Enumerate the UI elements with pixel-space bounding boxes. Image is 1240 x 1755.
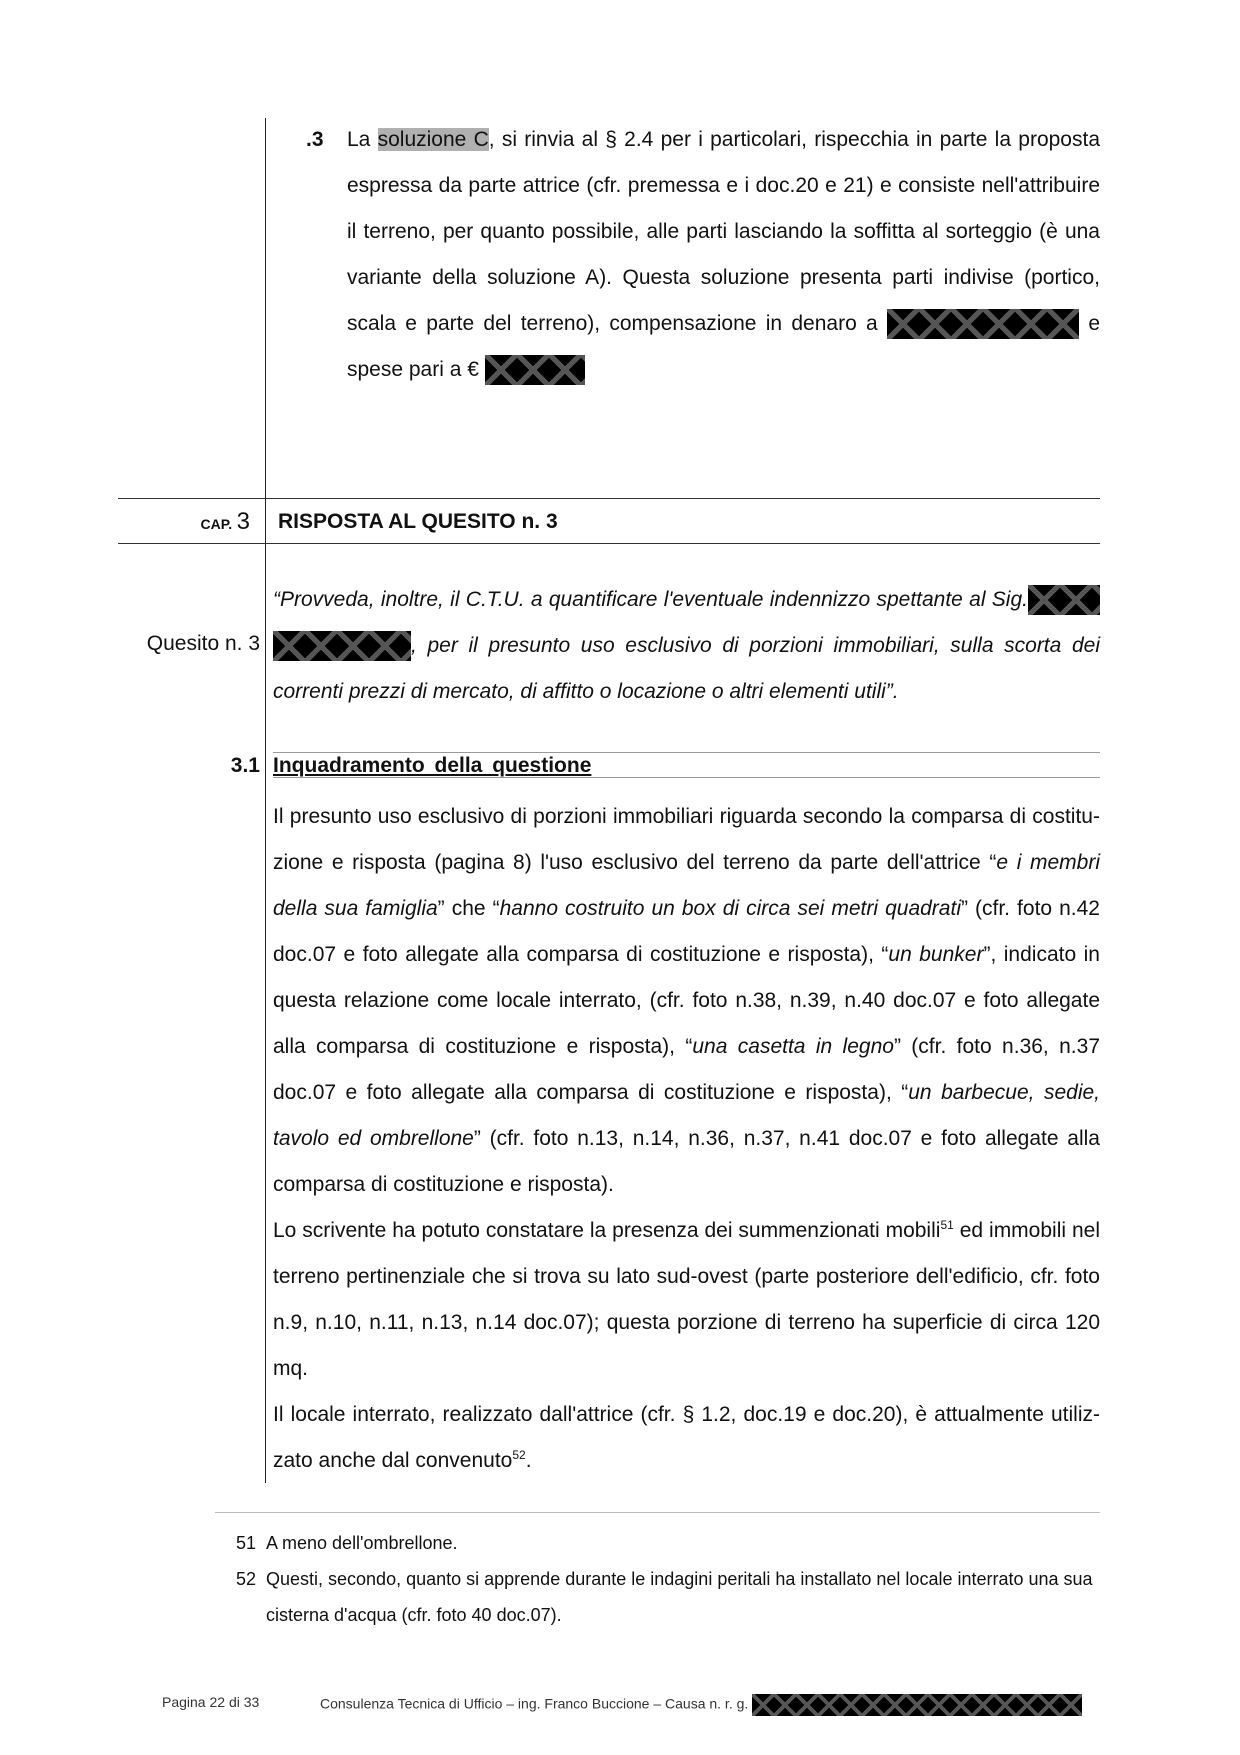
footnote-51-text: A meno dell'ombrellone. bbox=[266, 1533, 458, 1553]
paragraph-3 bbox=[273, 1392, 1100, 1484]
footnote-52-num: 52 bbox=[236, 1569, 257, 1589]
p1-quote: una casetta in legno bbox=[692, 1035, 894, 1058]
quesito-text bbox=[273, 577, 1100, 715]
footnote-separator bbox=[215, 1512, 1100, 1513]
section-3-paragraph bbox=[347, 117, 1100, 393]
cap-number: 3 bbox=[236, 508, 250, 535]
section-3-1-rule-bottom bbox=[273, 777, 1100, 778]
paragraph-1 bbox=[273, 794, 1100, 1208]
chapter-title: RISPOSTA AL QUESITO n. 3 bbox=[278, 510, 558, 533]
quesito-label: Quesito n. 3 bbox=[146, 632, 260, 655]
p1-quote: un bunker bbox=[888, 943, 984, 966]
section-3-number: .3 bbox=[306, 128, 324, 151]
margin-rule-top bbox=[265, 118, 266, 498]
quesito-text-1: “Provveda, inoltre, il C.T.U. a quantificare l'eventuale indennizzo spettante al Sig. bbox=[273, 588, 1028, 611]
p1-text: ” (cfr. foto n.36, n.37 doc.07 e foto allegate alla comparsa di costituzione e risposta), “ bbox=[273, 1035, 1100, 1104]
section-3-spese: spese pari a € bbox=[347, 358, 479, 381]
solution-c-highlight: soluzione C bbox=[377, 128, 489, 151]
redacted-name-2 bbox=[273, 631, 411, 661]
section-3-1-rule-top bbox=[273, 752, 1100, 753]
chapter-rule-top bbox=[118, 498, 1100, 499]
paragraph-2 bbox=[273, 1208, 1100, 1392]
footnote-52-text: Questi, secondo, quanto si apprende durante le indagini peritali ha installato nel locale interrato una sua cisterna d'acqua (cfr. foto 40 doc.07). bbox=[266, 1569, 1093, 1625]
p3-text: . bbox=[525, 1449, 532, 1472]
p1-text: ” che “ bbox=[437, 897, 500, 920]
chapter-rule-bottom bbox=[118, 543, 1100, 544]
redacted-expenses bbox=[485, 355, 585, 385]
p1-text: ” (cfr. foto n.13, n.14, n.36, n.37, n.41 doc.07 e foto allegate alla comparsa di costituzione e risposta). bbox=[273, 1127, 1100, 1196]
footer-title-text: Consulenza Tecnica di Ufficio – ing. Franco Buccione – Causa n. r. g. bbox=[320, 1695, 749, 1712]
section-3-intro: La bbox=[347, 128, 371, 151]
section-3-1-number: 3.1 bbox=[230, 754, 260, 777]
p1-quote: un barbecue, sedie, tavolo ed ombrellone bbox=[273, 1081, 1101, 1150]
p1-text: ” (cfr. foto n.42 doc.07 e foto allegate alla comparsa di costituzione e risposta), “ bbox=[273, 897, 1100, 966]
redacted-name-1 bbox=[1028, 585, 1100, 615]
section-3-1-body bbox=[273, 794, 1100, 1484]
footnote-ref-52[interactable]: 52 bbox=[512, 1448, 526, 1462]
p3-text: Il locale interrato, realizzato dall'attrice (cfr. § 1.2, doc.19 e doc.20), è attualmente utilizzato anche dal convenuto bbox=[273, 1403, 1100, 1472]
section-3-text-e: e bbox=[1088, 312, 1101, 335]
section-3-text: , si rinvia al § 2.4 per i particolari, rispecchia in parte la proposta espressa da parte attrice (cfr. premessa e i doc.20 e 21) e consiste nell'attribuire il terreno, per quanto possibile, alle parti lasciando la soffitta al sorteggio (è una variante della soluzione A). Questa soluzione presenta parti indivise (portico, scala e parte del terreno), compensazione in denaro a bbox=[347, 128, 1100, 335]
p1-quote: hanno costruito un box di circa sei metri quadrati bbox=[499, 897, 961, 920]
p1-text: ”, indicato in questa relazione come locale interrato, (cfr. foto n.38, n.39, n.40 doc.07 e foto allegate alla comparsa di costituzione e risposta), “ bbox=[273, 943, 1100, 1058]
cap-label: CAP. bbox=[200, 516, 233, 532]
p2-text: Lo scrivente ha potuto constatare la presenza dei summenzionati mobili bbox=[273, 1219, 941, 1242]
p1-text: Il presunto uso esclusivo di porzioni immobiliari riguarda secondo la comparsa di costituzione e risposta (pagina 8) l'uso esclusivo del terreno da parte dell'attrice “ bbox=[273, 805, 1100, 874]
redacted-amount bbox=[887, 309, 1079, 339]
footnote-51-num: 51 bbox=[236, 1533, 257, 1553]
footnote-ref-51[interactable]: 51 bbox=[940, 1218, 954, 1232]
p1-quote: e i membri della sua famiglia bbox=[273, 851, 1100, 920]
redacted-case-number bbox=[752, 1694, 1082, 1716]
chapter-label bbox=[160, 508, 250, 536]
p2-text: ed immobili nel terreno pertinenziale che si trova su lato sud-ovest (parte posteriore dell'edificio, cfr. foto n.9, n.10, n.11, n.13, n.14 doc.07); questa porzione di terreno ha superficie di circa 120 mq. bbox=[273, 1219, 1100, 1380]
footer-title bbox=[320, 1694, 1082, 1716]
quesito-text-2: , per il presunto uso esclusivo di porzioni immobiliari, sulla scorta dei correnti prezzi di mercato, di affitto o locazione o altri elementi utili”. bbox=[273, 634, 1100, 703]
section-3-1-title: Inquadramento della questione bbox=[273, 754, 592, 777]
page-number: Pagina 22 di 33 bbox=[162, 1694, 260, 1710]
margin-rule-chapter bbox=[265, 498, 266, 543]
margin-rule-body bbox=[265, 543, 266, 1483]
